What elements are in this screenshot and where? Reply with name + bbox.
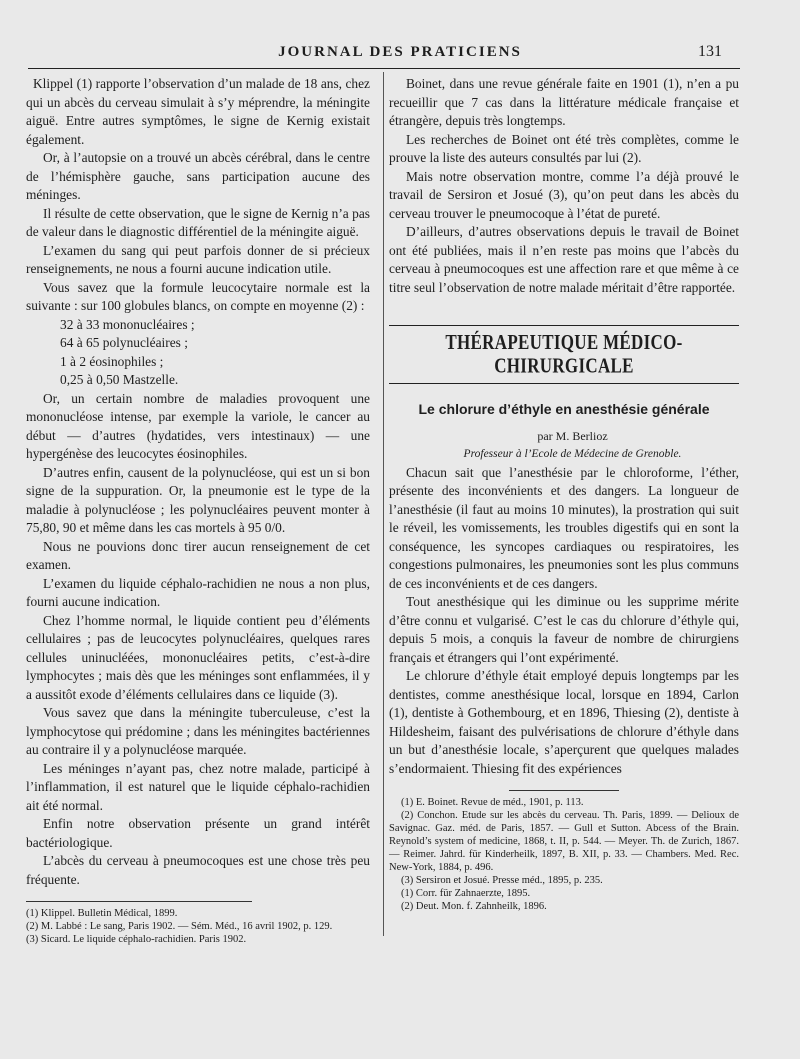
paragraph: Boinet, dans une revue générale faite en 1901 (1), n’en a pu recueillir que 7 cas dans la littérature médicale française et étrangère, depuis très longtemps. <box>389 76 739 128</box>
paragraph: L’examen du liquide céphalo-rachidien ne nous a non plus, fourni aucune indication. <box>26 575 370 609</box>
section-rule-top <box>389 325 739 326</box>
paragraph: L’abcès du cerveau à pneumocoques est une chose très peu fréquente. <box>26 853 370 887</box>
footnote: (1) Klippel. Bulletin Médical, 1899. <box>26 908 178 919</box>
footnote: (3) Sersiron et Josué. Presse méd., 1895, p. 235. <box>401 875 603 886</box>
right-footnotes <box>389 796 739 913</box>
footnote: (2) Conchon. Etude sur les abcès du cerveau. Th. Paris, 1899. — Delioux de Savignac. Gaz. méd. de Paris, 1857. — Gull et Sutton. Abcess of the Brain. Reynold’s system of medicine, 1868, t. II, p. 544. — Meyer. Th. de Zurich, 1867. — Reimer. Jahrd. für Kinderheilk, 1897, B. XII, p. 33. — Chambers. Med. Rec. New-York, 1884, p. 496. <box>389 810 739 873</box>
column-separator <box>383 72 384 936</box>
paragraph: Or, à l’autopsie on a trouvé un abcès cérébral, dans le centre de l’hémisphère gauche, sans participation aucune des méninges. <box>26 150 370 202</box>
left-footnotes <box>26 907 370 946</box>
footnote: (1) Corr. für Zahnaerzte, 1895. <box>401 888 531 899</box>
header-rule <box>28 68 740 69</box>
formula-line: 1 à 2 éosinophiles ; <box>60 353 164 369</box>
paragraph: Mais notre observation montre, comme l’a déjà prouvé le travail de Sersiron et Josué (3), qu’on peut dans les abcès du cerveau trouver le pneumocoque à l’état de pureté. <box>389 168 739 221</box>
footnote: (1) E. Boinet. Revue de méd., 1901, p. 113. <box>401 797 584 808</box>
paragraph: Il résulte de cette observation, que le signe de Kernig n’a pas de valeur dans le diagnostic différentiel de la méningite aiguë. <box>26 205 370 239</box>
paragraph: Chacun sait que l’anesthésie par le chloroforme, l’éther, présente des inconvénients et des dangers. La longueur de l’anesthésie (il faut au moins 10 minutes), la prostration qui suit le réveil, les vomissements, les troubles digestifs qui en sont la conséquence, les syncopes cardiaques ou respiratoires, les congestions pulmonaires, les pneumonies sont les plus communs de ces inconvénients et de ces dangers. <box>389 464 739 591</box>
article-affiliation: Professeur à l’Ecole de Médecine de Grenoble. <box>463 448 682 460</box>
footnote-rule <box>26 901 252 902</box>
paragraph: Or, un certain nombre de maladies provoquent une mononucléose intense, par exemple la variole, le cancer au début — d’autres (hydatides, vers intestinaux) — une hypergénèse des leucocytes éosinophiles. <box>26 390 370 461</box>
formula-line: 0,25 à 0,50 Mastzelle. <box>60 372 179 387</box>
formula-line: 64 à 65 polynucléaires ; <box>60 335 188 350</box>
article-byline: par M. Berlioz <box>537 428 608 443</box>
paragraph: Enfin notre observation présente un grand intérêt bactériologique. <box>26 816 370 850</box>
footnote-rule <box>509 790 619 791</box>
article-title: Le chlorure d’éthyle en anesthésie générale <box>418 401 710 417</box>
paragraph: Chez l’homme normal, le liquide contient peu d’éléments cellulaires ; pas de leucocytes polynucléaires, quelques rares cellules uninucléées, mononucléaires petits, c’est-à-dire lymphocytes ; mais dès que les méninges sont enflammées, il y a aussitôt exode d’éléments cellulaires dans ce liquide (3). <box>26 612 370 702</box>
paragraph: Vous savez que dans la méningite tuberculeuse, c’est la lymphocytose qui prédomine ; dans les méningites bactériennes au contraire il y a polynucléose marquée. <box>26 705 370 757</box>
paragraph: Tout anesthésique qui les diminue ou les supprime mérite d’être connu et vulgarisé. C’est le cas du chlorure d’éthyle qui, depuis 5 mois, a conquis la faveur de nombre de chirurgiens français et étrangers qui l’ont expérimenté. <box>389 594 739 665</box>
paragraph: Nous ne pouvions donc tirer aucun renseignement de cet examen. <box>26 538 370 572</box>
footnote: (3) Sicard. Le liquide céphalo-rachidien. Paris 1902. <box>26 934 247 945</box>
right-column <box>389 75 739 913</box>
left-column <box>26 75 370 946</box>
paragraph: L’examen du sang qui peut parfois donner de si précieux renseignements, ne nous a fourni aucune indication utile. <box>26 242 370 276</box>
footnote: (2) Deut. Mon. f. Zahnheilk, 1896. <box>401 901 547 912</box>
paragraph: Le chlorure d’éthyle était employé depuis longtemps par les dentistes, comme anesthésique local, lorsque en 1894, Carlon (1), dentiste à Gothembourg, et en 1896, Thiesing (2), dentiste à Hildesheim, faisant des pulvérisations de chlorure d’éthyle dans un but d’anesthésie locale, s’aperçurent que quelques malades s’endormaient. Thiesing fit des expériences <box>389 668 739 776</box>
paragraph: D’autres enfin, causent de la polynucléose, qui est un si bon signe de la suppuration. Or, la pneumonie est le type de la maladie à polynucléose ; les polynucléaires peuvent monter à 75,80, 90 et même dans les cas mortels à 95 0/0. <box>26 464 370 535</box>
section-rule-bottom <box>389 383 739 384</box>
section-title: THÉRAPEUTIQUE MÉDICO-CHIRURGICALE <box>445 330 683 377</box>
journal-title: JOURNAL DES PRATICIENS <box>278 44 522 60</box>
paragraph: Vous savez que la formule leucocytaire normale est la suivante : sur 100 globules blancs, on compte en moyenne (2) : <box>26 279 370 313</box>
paragraph: D’ailleurs, d’autres observations depuis le travail de Boinet ont été publiées, mais il n’en reste pas moins que l’abcès du cerveau à pneumocoques est une affection rare et que même à ce titre seul l’observation de notre malade méritait d’être rapportée. <box>389 224 739 295</box>
paragraph: Les recherches de Boinet ont été très complètes, comme le prouve la liste des auteurs consultés par lui (2). <box>389 131 739 165</box>
footnote: (2) M. Labbé : Le sang, Paris 1902. — Sém. Méd., 16 avril 1902, p. 129. <box>26 921 333 932</box>
page-number: 131 <box>698 43 722 60</box>
formula-line: 32 à 33 mononucléaires ; <box>60 316 195 332</box>
paragraph: Klippel (1) rapporte l’observation d’un malade de 18 ans, chez qui un abcès du cerveau simulait à s’y méprendre, la méningite aiguë. Entre autres symptômes, le signe de Kernig existait également. <box>26 76 370 147</box>
leucocyte-formula <box>26 316 370 390</box>
paragraph: Les méninges n’ayant pas, chez notre malade, participé à l’inflammation, il est naturel que le liquide céphalo-rachidien ait été normal. <box>26 760 370 813</box>
